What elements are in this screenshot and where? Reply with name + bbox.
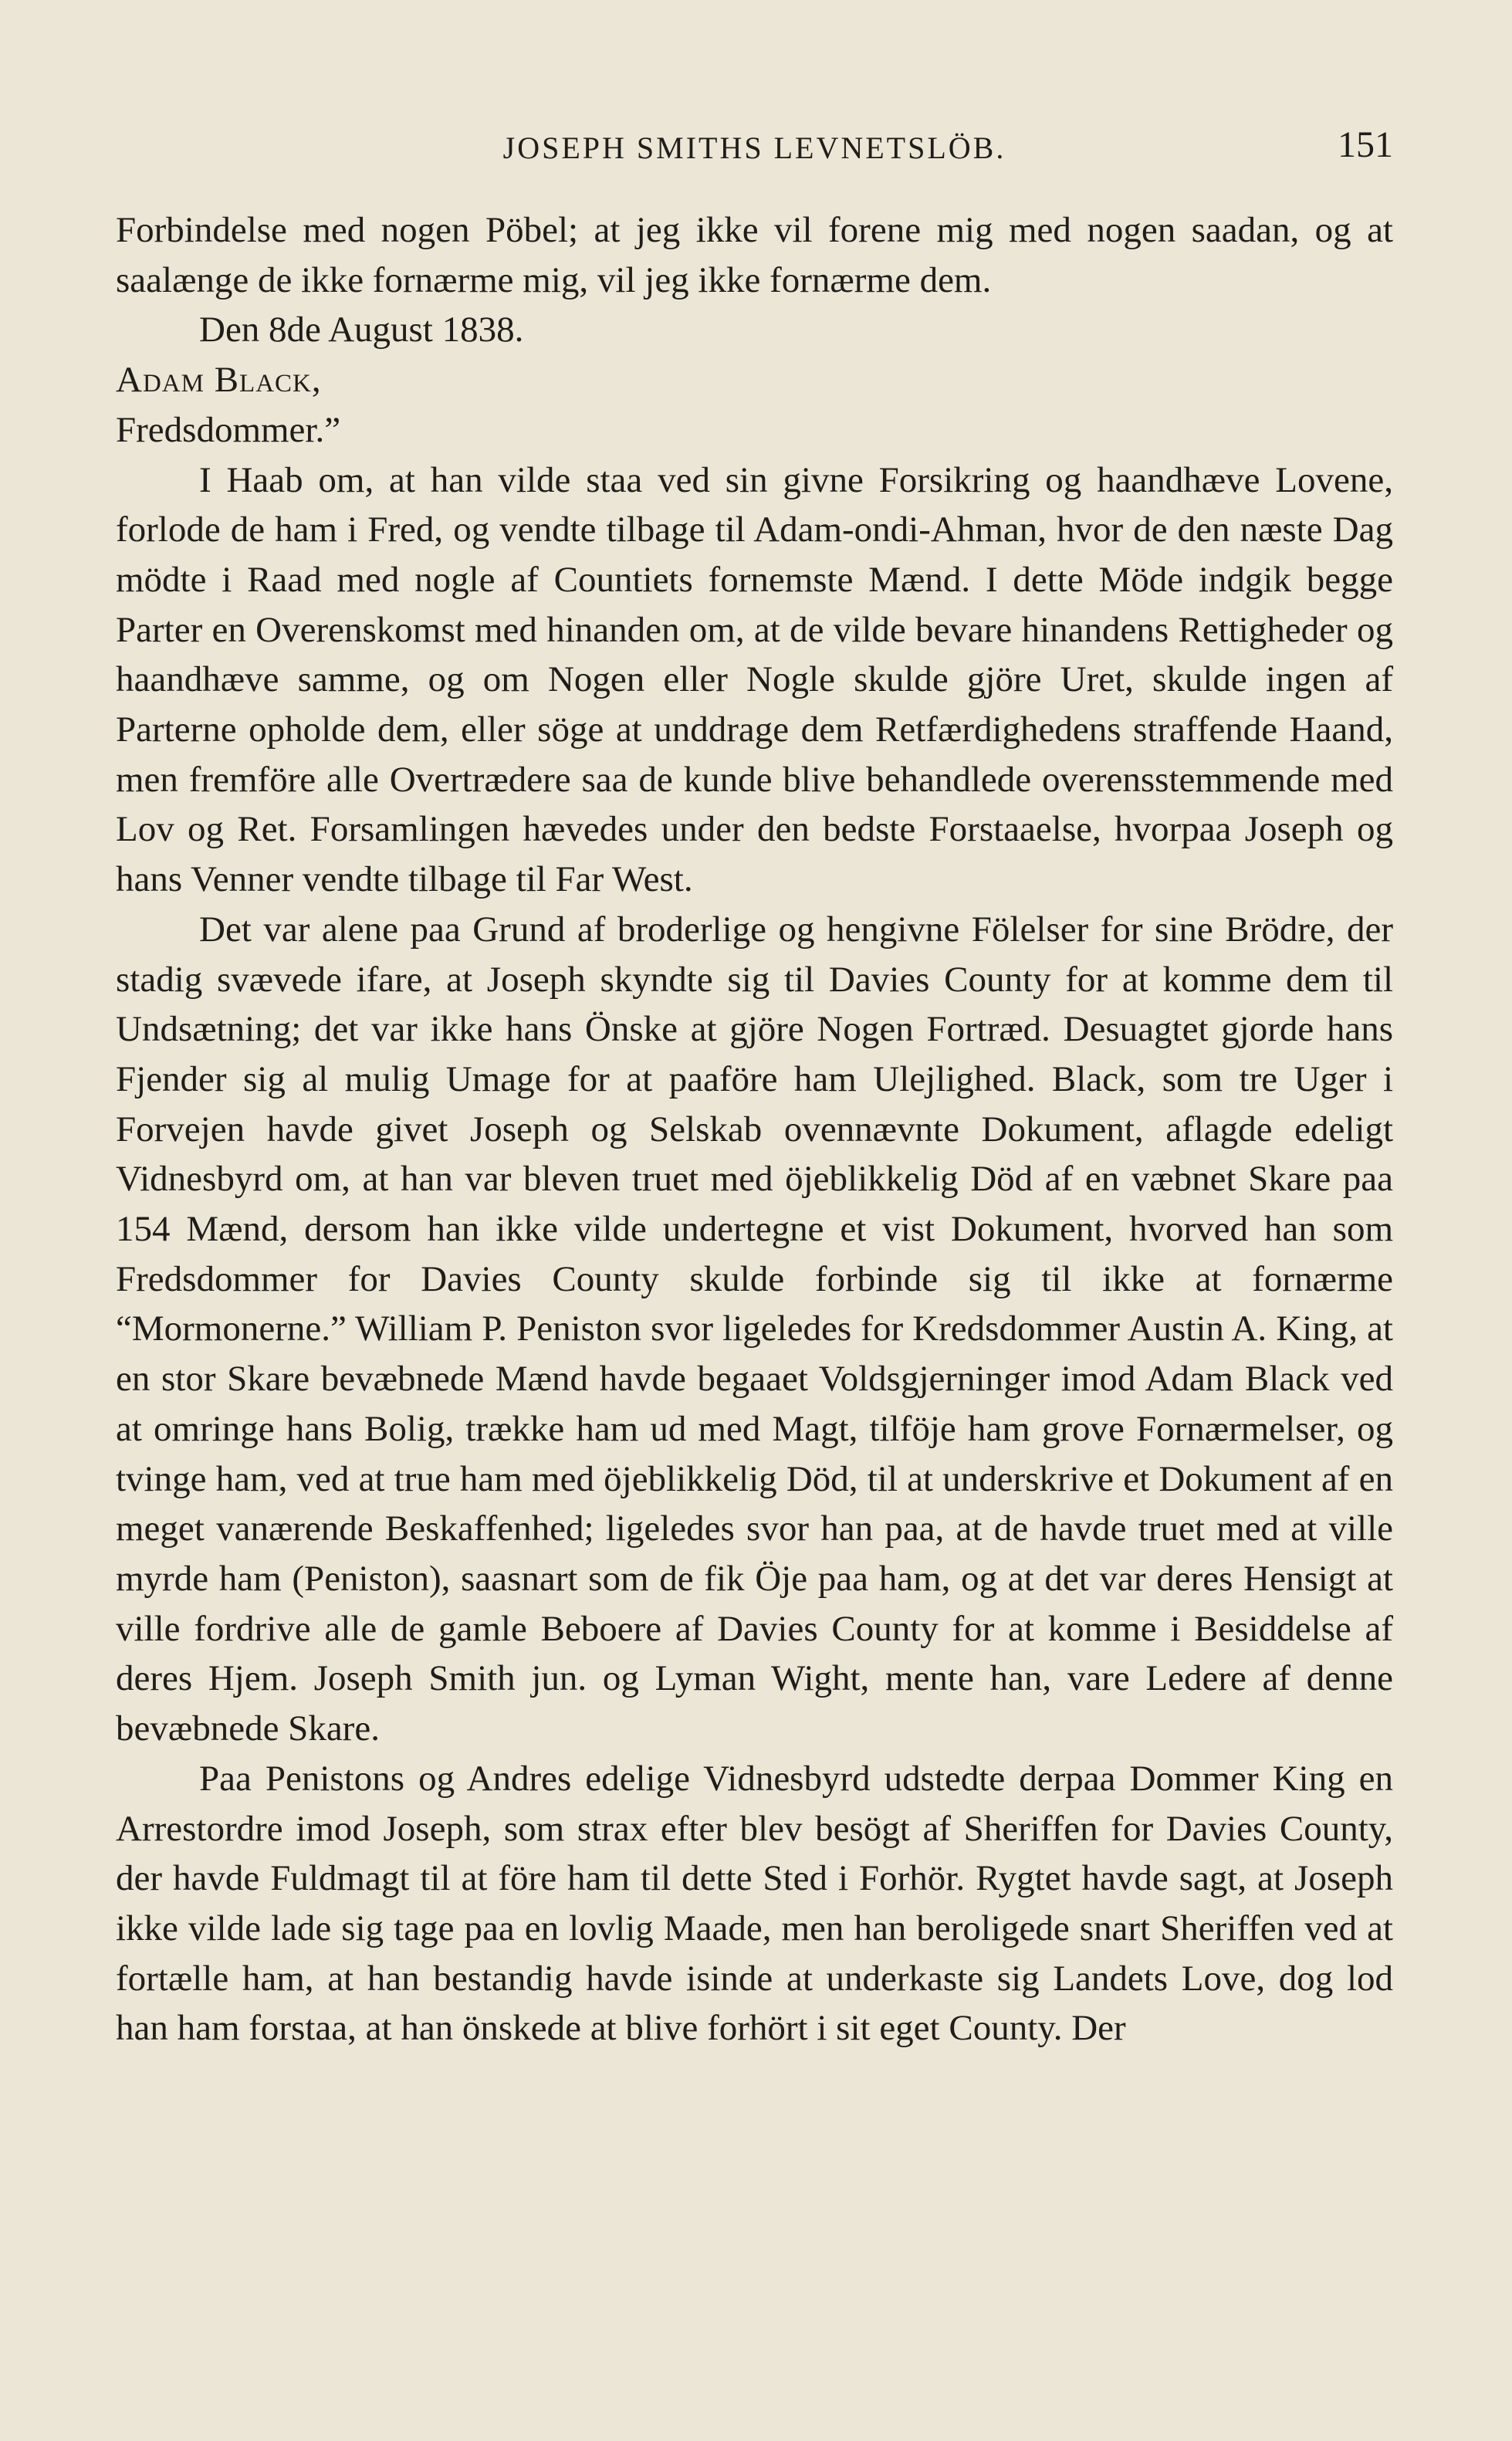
running-title: JOSEPH SMITHS LEVNETSLÖB.	[502, 130, 1006, 165]
body-text	[116, 205, 1393, 2053]
paragraph: Paa Penistons og Andres edelige Vidnesbyrd udstedte derpaa Dommer King en Arrestordre imod Joseph, som strax efter blev besögt af Sheriffen for Davies County, der havde Fuldmagt til at före ham til dette Sted i Forhör. Rygtet havde sagt, at Joseph ikke vilde lade sig tage paa en lovlig Maade, men han beroligede snart Sheriffen ved at fortælle ham, at han bestandig havde isinde at underkaste sig Landets Love, dog lod han ham forstaa, at han önskede at blive forhört i sit eget County. Der	[116, 1758, 1393, 2049]
signature-title: Fredsdommer.”	[116, 409, 341, 450]
paragraph: Det var alene paa Grund af broderlige og hengivne Fölelser for sine Brödre, der stadig svævede ifare, at Joseph skyndte sig til Davies County for at komme dem til Undsætning; det var ikke hans Önske at gjöre Nogen Fortræd. Desuagtet gjorde hans Fjender sig al mulig Umage for at paaföre ham Ulejlighed. Black, som tre Uger i Forvejen havde givet Joseph og Selskab ovennævnte Dokument, aflagde edeligt Vidnesbyrd om, at han var bleven truet med öjeblikkelig Död af en væbnet Skare paa 154 Mænd, dersom han ikke vilde undertegne et vist Dokument, hvorved han som Fredsdommer for Davies County skulde forbinde sig til ikke at fornærme “Mormonerne.” William P. Peniston svor ligeledes for Kredsdommer Austin A. King, at en stor Skare bevæbnede Mænd havde begaaet Voldsgjerninger imod Adam Black ved at omringe hans Bolig, trække ham ud med Magt, tilföje ham grove Fornærmelser, og tvinge ham, ved at true ham med öjeblikkelig Död, til at underskrive et Dokument af en meget vanærende Beskaffenhed; ligeledes svor han paa, at de havde truet med at ville myrde ham (Peniston), saasnart som de fik Öje paa ham, og at det var deres Hensigt at ville fordrive alle de gamle Beboere af Davies County for at komme i Besiddelse af deres Hjem. Joseph Smith jun. og Lyman Wight, mente han, vare Ledere af denne bevæbnede Skare.	[116, 909, 1393, 1749]
paragraph: I Haab om, at han vilde staa ved sin givne Forsikring og haandhæve Lovene, forlode de ham i Fred, og vendte tilbage til Adam-ondi-Ahman, hvor de den næste Dag mödte i Raad med nogle af Countiets fornemste Mænd. I dette Möde indgik begge Parter en Overenskomst med hinanden om, at de vilde bevare hinandens Rettigheder og haandhæve samme, og om Nogen eller Nogle skulde gjöre Uret, skulde ingen af Parterne opholde dem, eller söge at unddrage dem Retfærdighedens straffende Haand, men fremföre alle Overtrædere saa de kunde blive behandlede overensstemmende med Lov og Ret. Forsamlingen hævedes under den bedste Forstaaelse, hvorpaa Joseph og hans Venner vendte tilbage til Far West.	[116, 459, 1393, 900]
running-head	[116, 124, 1393, 170]
paragraph-continued: Forbindelse med nogen Pöbel; at jeg ikke vil forene mig med nogen saadan, og at saalænge de ikke fornærme mig, vil jeg ikke fornærme dem.	[116, 210, 1393, 300]
page-number: 151	[1338, 124, 1393, 165]
signature-name: Adam Black,	[116, 360, 322, 401]
paragraph-date: Den 8de August 1838.	[199, 310, 524, 350]
